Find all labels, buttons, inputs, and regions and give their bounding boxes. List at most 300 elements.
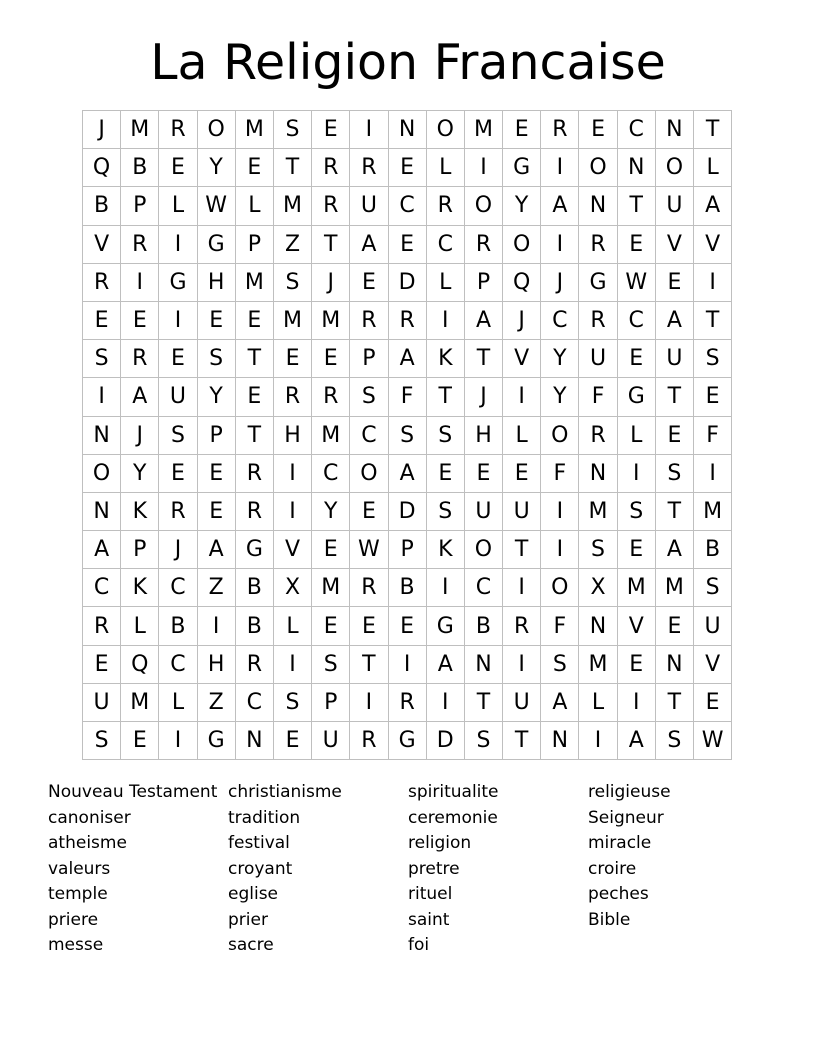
grid-cell: I [464,149,502,187]
grid-cell: S [159,416,197,454]
grid-cell: C [350,416,388,454]
grid-cell: S [83,722,121,760]
grid-cell: A [426,645,464,683]
grid-cell: S [350,378,388,416]
grid-cell: S [83,340,121,378]
grid-cell: R [426,187,464,225]
grid-cell: S [273,111,311,149]
grid-cell: Q [503,263,541,301]
word-search-grid [82,110,732,760]
grid-cell: I [197,607,235,645]
grid-cell: G [197,225,235,263]
grid-row [83,683,732,721]
grid-cell: G [159,263,197,301]
grid-cell: I [541,149,579,187]
grid-row [83,569,732,607]
grid-cell: U [579,340,617,378]
grid-cell: E [197,492,235,530]
grid-cell: S [273,263,311,301]
grid-cell: E [350,607,388,645]
grid-cell: B [694,531,732,569]
grid-cell: P [464,263,502,301]
grid-cell: M [617,569,655,607]
grid-cell: I [273,492,311,530]
grid-cell: E [617,645,655,683]
grid-cell: G [426,607,464,645]
grid-cell: P [388,531,426,569]
grid-cell: A [655,531,693,569]
grid-cell: O [426,111,464,149]
grid-cell: I [159,225,197,263]
grid-cell: F [388,378,426,416]
grid-cell: E [159,454,197,492]
word-list-item: peches [588,884,649,904]
grid-cell: L [159,187,197,225]
grid-cell: E [83,301,121,339]
grid-cell: I [617,454,655,492]
grid-cell: C [617,111,655,149]
grid-cell: U [159,378,197,416]
word-list-item: tradition [228,807,301,828]
grid-cell: L [617,416,655,454]
grid-cell: N [388,111,426,149]
grid-cell: T [464,340,502,378]
grid-cell: Z [197,683,235,721]
word-list-item: canoniser [48,807,131,828]
grid-cell: N [579,454,617,492]
grid-cell: R [83,607,121,645]
grid-cell: W [350,531,388,569]
grid-cell: V [694,225,732,263]
grid-cell: I [503,378,541,416]
grid-cell: W [694,722,732,760]
grid-cell: A [83,531,121,569]
grid-cell: R [350,722,388,760]
grid-cell: N [83,492,121,530]
grid-cell: A [541,683,579,721]
grid-cell: Q [121,645,159,683]
grid-cell: E [312,111,350,149]
grid-cell: B [388,569,426,607]
grid-cell: D [388,492,426,530]
grid-cell: E [273,340,311,378]
grid-cell: R [388,301,426,339]
grid-cell: R [159,111,197,149]
grid-cell: E [121,722,159,760]
grid-row [83,111,732,149]
grid-cell: I [579,722,617,760]
word-list-item: spiritualite [408,782,499,802]
grid-cell: I [541,492,579,530]
grid-cell: S [312,645,350,683]
grid-cell: E [655,607,693,645]
grid-cell: L [273,607,311,645]
grid-cell: B [235,569,273,607]
word-list-item: messe [48,935,104,955]
grid-cell: I [350,111,388,149]
grid-cell: P [350,340,388,378]
grid-cell: B [235,607,273,645]
grid-cell: I [273,645,311,683]
grid-cell: T [617,187,655,225]
grid-cell: P [197,416,235,454]
grid-cell: G [197,722,235,760]
grid-cell: Y [197,149,235,187]
grid-cell: R [503,607,541,645]
grid-cell: N [541,722,579,760]
grid-cell: S [273,683,311,721]
grid-cell: E [617,531,655,569]
word-list-item: atheisme [48,833,127,853]
grid-cell: A [617,722,655,760]
grid-cell: R [579,225,617,263]
grid-cell: E [388,149,426,187]
grid-cell: H [273,416,311,454]
grid-cell: S [579,531,617,569]
grid-cell: M [235,263,273,301]
grid-cell: I [426,683,464,721]
grid-cell: G [235,531,273,569]
grid-cell: R [235,454,273,492]
grid-row [83,492,732,530]
grid-cell: T [235,340,273,378]
grid-cell: A [350,225,388,263]
grid-cell: E [350,263,388,301]
grid-cell: R [312,149,350,187]
grid-cell: E [694,378,732,416]
grid-cell: R [273,378,311,416]
grid-cell: S [541,645,579,683]
grid-cell: R [464,225,502,263]
grid-cell: E [121,301,159,339]
grid-cell: D [388,263,426,301]
grid-cell: I [121,263,159,301]
grid-cell: A [655,301,693,339]
grid-cell: C [617,301,655,339]
grid-cell: G [617,378,655,416]
grid-cell: U [503,683,541,721]
word-list-item: miracle [588,833,652,853]
grid-cell: C [159,569,197,607]
grid-cell: N [579,607,617,645]
grid-cell: C [388,187,426,225]
grid-cell: T [464,683,502,721]
grid-cell: I [388,645,426,683]
grid-cell: O [655,149,693,187]
grid-cell: O [464,187,502,225]
grid-cell: E [273,722,311,760]
grid-cell: V [655,225,693,263]
grid-cell: C [83,569,121,607]
grid-cell: U [83,683,121,721]
grid-cell: O [579,149,617,187]
grid-cell: K [121,569,159,607]
grid-cell: O [464,531,502,569]
grid-cell: E [579,111,617,149]
grid-cell: E [197,454,235,492]
grid-cell: T [655,683,693,721]
grid-cell: E [388,607,426,645]
grid-cell: E [312,340,350,378]
word-list-item: temple [48,884,108,904]
grid-cell: S [426,416,464,454]
grid-cell: N [655,645,693,683]
grid-cell: N [464,645,502,683]
grid-cell: R [579,301,617,339]
grid-cell: L [121,607,159,645]
word-list-item: croire [588,858,637,879]
grid-cell: S [694,569,732,607]
grid-row [83,378,732,416]
grid-cell: I [350,683,388,721]
grid-cell: R [235,492,273,530]
grid-cell: O [503,225,541,263]
grid-row [83,416,732,454]
grid-cell: E [694,683,732,721]
grid-cell: S [464,722,502,760]
grid-cell: V [273,531,311,569]
grid-row [83,225,732,263]
grid-cell: E [655,263,693,301]
grid-cell: E [312,531,350,569]
grid-cell: J [121,416,159,454]
grid-cell: Z [197,569,235,607]
grid-cell: E [464,454,502,492]
word-list-item: christianisme [228,782,342,802]
grid-cell: M [579,645,617,683]
grid-row [83,722,732,760]
grid-cell: H [197,263,235,301]
grid-cell: M [694,492,732,530]
grid-cell: S [655,722,693,760]
grid-cell: N [235,722,273,760]
grid-cell: T [426,378,464,416]
grid-cell: V [694,645,732,683]
grid-cell: R [312,187,350,225]
grid-cell: L [426,263,464,301]
grid-cell: C [541,301,579,339]
grid-cell: H [197,645,235,683]
word-list [48,780,808,959]
grid-cell: I [426,301,464,339]
word-list-item: sacre [228,935,274,955]
word-list-item: saint [408,909,450,930]
grid-cell: F [694,416,732,454]
grid-cell: L [579,683,617,721]
grid-cell: M [235,111,273,149]
grid-cell: R [388,683,426,721]
grid-cell: Y [197,378,235,416]
grid-cell: Y [312,492,350,530]
grid-cell: E [235,149,273,187]
grid-row [83,454,732,492]
grid-cell: E [159,340,197,378]
grid-row [83,187,732,225]
grid-cell: C [464,569,502,607]
grid-cell: E [159,149,197,187]
grid-cell: F [541,607,579,645]
grid-cell: A [121,378,159,416]
grid-cell: L [235,187,273,225]
grid-cell: G [503,149,541,187]
grid-cell: T [694,111,732,149]
grid-cell: X [273,569,311,607]
grid-cell: E [617,225,655,263]
grid-cell: C [312,454,350,492]
grid-cell: C [426,225,464,263]
grid-cell: B [464,607,502,645]
grid-cell: R [159,492,197,530]
grid-cell: N [579,187,617,225]
grid-cell: I [541,531,579,569]
grid-cell: A [197,531,235,569]
grid-cell: T [312,225,350,263]
grid-cell: X [579,569,617,607]
grid-cell: M [273,301,311,339]
grid-cell: N [617,149,655,187]
grid-cell: C [159,645,197,683]
grid-cell: J [312,263,350,301]
grid-cell: V [83,225,121,263]
grid-cell: J [159,531,197,569]
grid-cell: J [541,263,579,301]
grid-cell: P [312,683,350,721]
grid-cell: R [83,263,121,301]
grid-cell: P [235,225,273,263]
grid-cell: G [388,722,426,760]
grid-cell: S [694,340,732,378]
word-list-item: pretre [408,858,460,879]
grid-cell: J [83,111,121,149]
grid-cell: R [350,149,388,187]
grid-cell: E [503,111,541,149]
grid-cell: L [503,416,541,454]
grid-cell: I [426,569,464,607]
grid-cell: M [121,683,159,721]
grid-cell: E [617,340,655,378]
word-list-item: eglise [228,884,279,904]
grid-cell: O [197,111,235,149]
grid-cell: B [83,187,121,225]
grid-cell: J [503,301,541,339]
grid-cell: L [159,683,197,721]
grid-row [83,301,732,339]
grid-cell: W [197,187,235,225]
grid-cell: I [503,569,541,607]
grid-cell: F [541,454,579,492]
grid-cell: K [426,340,464,378]
grid-cell: U [655,340,693,378]
grid-cell: M [464,111,502,149]
grid-cell: E [312,607,350,645]
grid-cell: T [694,301,732,339]
word-list-item: Seigneur [588,807,664,828]
grid-cell: K [121,492,159,530]
grid-cell: M [312,569,350,607]
grid-cell: N [83,416,121,454]
grid-cell: R [235,645,273,683]
grid-cell: I [503,645,541,683]
grid-row [83,607,732,645]
grid-cell: Q [83,149,121,187]
grid-cell: I [83,378,121,416]
grid-cell: I [159,301,197,339]
grid-cell: E [388,225,426,263]
grid-row [83,340,732,378]
grid-cell: O [350,454,388,492]
grid-cell: R [350,569,388,607]
grid-cell: S [426,492,464,530]
grid-cell: H [464,416,502,454]
grid-cell: B [159,607,197,645]
grid-cell: V [617,607,655,645]
word-list-item: religion [408,833,472,853]
grid-cell: U [694,607,732,645]
word-list-spacer [588,933,768,959]
grid-cell: E [197,301,235,339]
grid-cell: M [121,111,159,149]
grid-row [83,149,732,187]
grid-cell: U [350,187,388,225]
word-list-item: croyant [228,858,293,879]
grid-cell: S [655,454,693,492]
grid-cell: S [197,340,235,378]
grid-row [83,263,732,301]
grid-row [83,531,732,569]
grid-cell: S [617,492,655,530]
grid-cell: V [503,340,541,378]
grid-cell: Z [273,225,311,263]
page-title: La Religion Francaise [150,34,666,91]
grid-cell: I [159,722,197,760]
grid-cell: O [541,416,579,454]
grid-cell: T [503,722,541,760]
grid-cell: E [426,454,464,492]
grid-cell: R [312,378,350,416]
grid-cell: M [312,416,350,454]
word-list-item: ceremonie [408,807,498,828]
grid-cell: T [655,378,693,416]
grid-cell: E [235,378,273,416]
grid-cell: G [579,263,617,301]
grid-cell: L [694,149,732,187]
grid-cell: T [503,531,541,569]
grid-cell: U [464,492,502,530]
grid-cell: I [541,225,579,263]
grid-cell: E [350,492,388,530]
grid-cell: B [121,149,159,187]
grid-cell: M [655,569,693,607]
grid-cell: J [464,378,502,416]
grid-cell: O [541,569,579,607]
word-list-item: rituel [408,884,453,904]
grid-cell: E [235,301,273,339]
grid-cell: A [694,187,732,225]
grid-cell: R [121,340,159,378]
grid-cell: W [617,263,655,301]
grid-cell: U [312,722,350,760]
grid-cell: I [617,683,655,721]
word-list-item: priere [48,909,99,930]
grid-cell: Y [121,454,159,492]
word-list-item: valeurs [48,858,111,879]
grid-cell: M [273,187,311,225]
grid-cell: A [541,187,579,225]
grid-cell: C [235,683,273,721]
grid-cell: A [464,301,502,339]
grid-cell: T [655,492,693,530]
grid-cell: R [350,301,388,339]
